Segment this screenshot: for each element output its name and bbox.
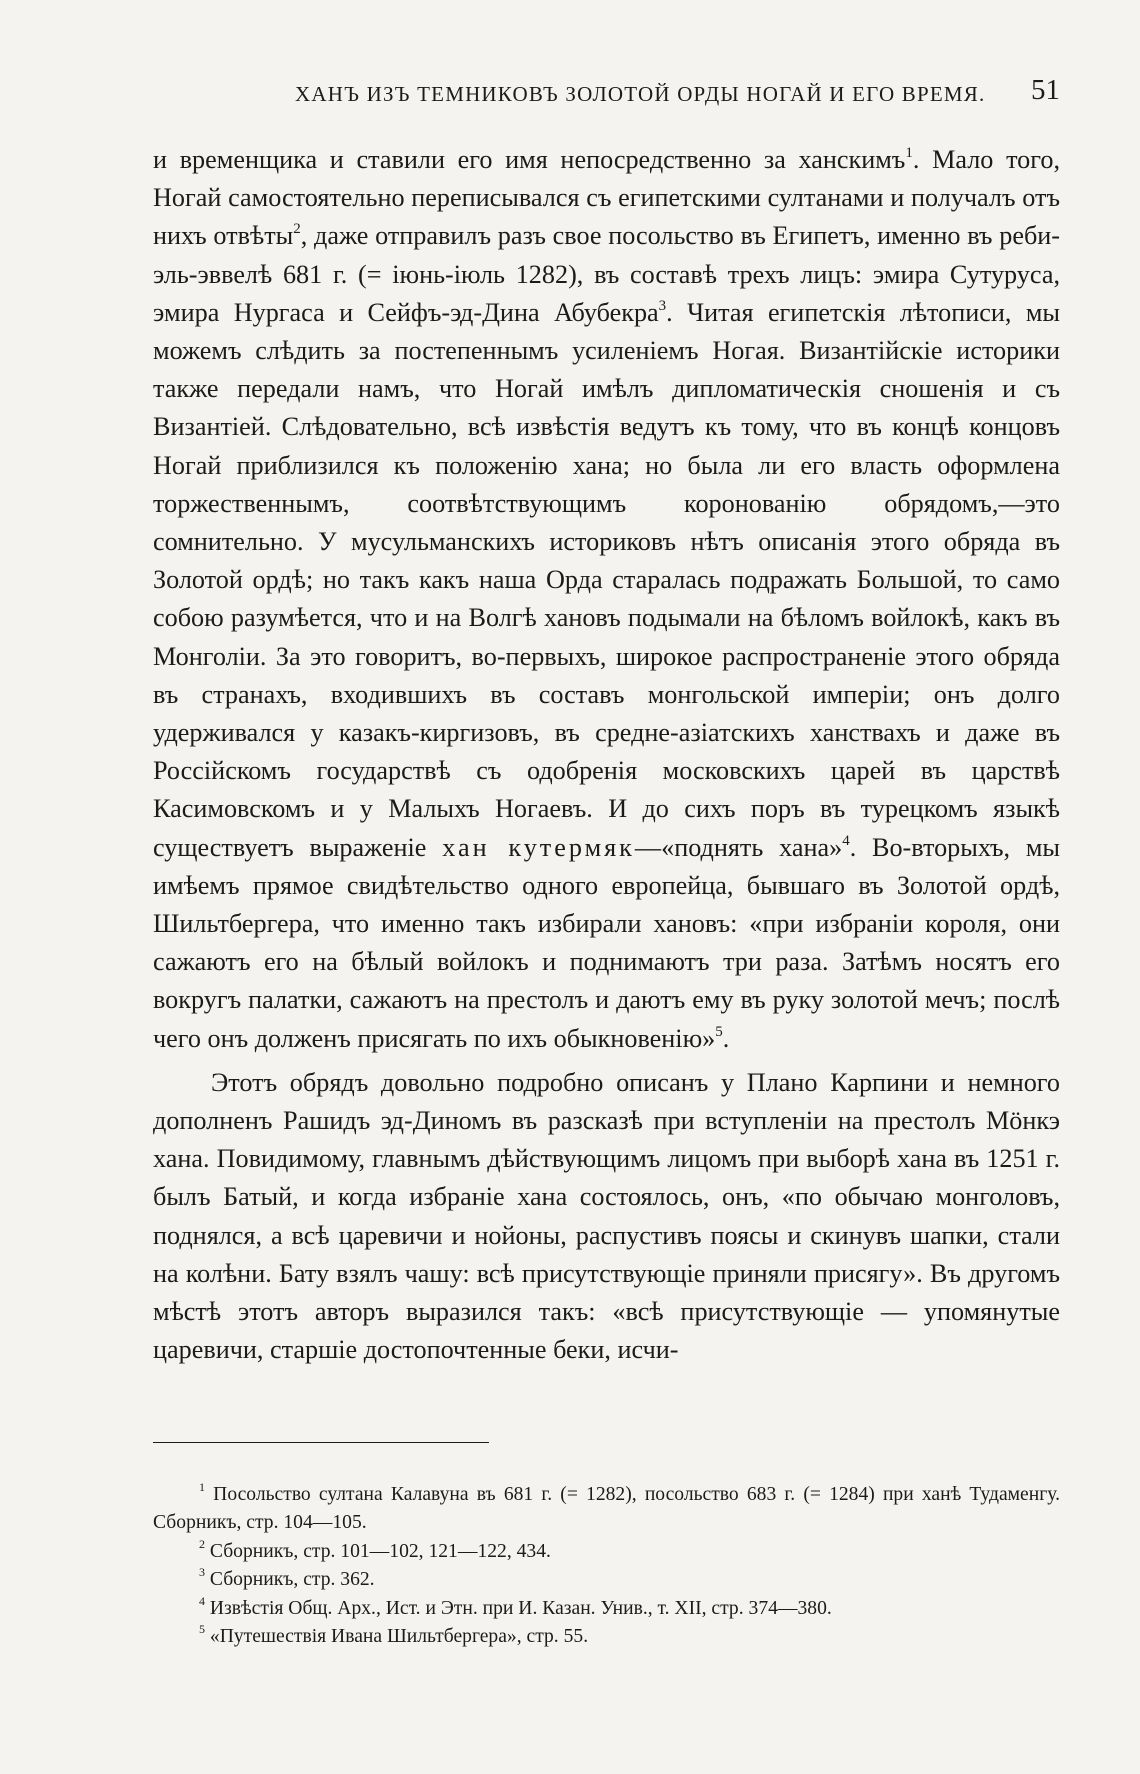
footnote-text: Посольство султана Калавуна въ 681 г. (= 1282), посольство 683 г. (= 1284) при ханѣ Тудаменгу. Сборникъ, стр. 104—105. [153,1484,1060,1534]
paragraph-1 [153,141,1060,1058]
footnote-mark: 1 [199,1480,205,1494]
running-title: ХАНЪ ИЗЪ ТЕМНИКОВЪ ЗОЛОТОЙ ОРДЫ НОГАЙ И ЕГО ВРЕМЯ. [295,82,986,106]
spaced-phrase: хан кутермяк [442,832,635,862]
page-header [155,74,1060,114]
text-run: , даже отправилъ разъ свое посольство въ Египетъ, именно въ реби-эль-эввелѣ 681 г. (= іюнь-іюль 1282), въ составѣ трехъ лицъ: эмира Сутуруса, эмира Нургаса и Сейфъ-эд-Дина Абубекра [153,221,1060,327]
footnote-text: Сборникъ, стр. 362. [209,1569,375,1591]
footnote-5 [153,1623,1060,1651]
paragraph-2: Этотъ обрядъ довольно подробно описанъ у Плано Карпини и немного дополненъ Рашидъ эд-Диномъ въ разсказѣ при вступленіи на престолъ Мӧнкэ хана. Повидимому, главнымъ дѣйствующимъ лицомъ при выборѣ хана въ 1251 г. былъ Батый, и когда избраніе хана состоялось, онъ, «по обычаю монголовъ, поднялся, а всѣ царевичи и нойоны, распустивъ поясы и скинувъ шапки, стали на колѣни. Бату взялъ чашу: всѣ присутствующіе приняли присягу». Въ другомъ мѣстѣ этотъ авторъ выразился такъ: «всѣ присутствующіе — упомянутые царевичи, старшіе достопочтенные беки, исчи- [153,1067,1060,1365]
text-run: и временщика и ставили его имя непосредственно за ханскимъ [153,145,906,174]
footnote-text: «Путешествія Ивана Шильтбергера», стр. 55. [209,1626,589,1648]
page-number: 51 [1031,74,1060,106]
text-run: . Во-вторыхъ, мы имѣемъ прямое свидѣтельство одного европейца, бывшаго въ Золотой ордѣ, Шильтбергера, что именно такъ избирали хановъ: «при избраніи короля, они сажаютъ его на бѣлый войлокъ и поднимаютъ три раза. Затѣмъ носятъ его вокругъ палатки, сажаютъ на престолъ и даютъ ему въ руку золотой мечъ; послѣ чего онъ долженъ присягать по ихъ обыкновенію» [153,832,1060,1053]
footnote-text: Извѣстія Общ. Арх., Ист. и Этн. при И. Казан. Унив., т. XII, стр. 374—380. [209,1597,832,1619]
footnotes [153,1481,1060,1651]
footnote-mark: 2 [199,1536,205,1551]
footnote-ref-3: 3 [658,297,667,314]
footnote-text: Сборникъ, стр. 101—102, 121—122, 434. [209,1540,551,1562]
footnote-3 [153,1566,1060,1594]
footnote-mark: 3 [199,1565,205,1580]
footnote-ref-1: 1 [905,144,913,161]
main-text [153,141,1060,1370]
text-run: . Мало того, Ногай самостоятельно переписывался съ египетскими султанами и получалъ отъ нихъ отвѣты [153,145,1060,251]
footnote-2 [153,1538,1060,1566]
footnote-mark: 4 [199,1593,205,1608]
footnote-rule [153,1442,489,1443]
text-run: . Читая египетскія лѣтописи, мы можемъ слѣдить за постепеннымъ усиленіемъ Ногая. Византійскіе историки также передали намъ, что Ногай имѣлъ дипломатическія сношенія и съ Византіей. Слѣдовательно, всѣ извѣстія ведутъ къ тому, что въ концѣ концовъ Ногай приблизился къ положенію хана; но была ли его власть оформлена торжественнымъ, соотвѣтствующимъ коронованію обрядомъ,—это сомнительно. У мусульманскихъ историковъ нѣтъ описанія этого обряда въ Золотой ордѣ; но такъ какъ наша Орда старалась подражать Большой, то само собою разумѣется, что и на Волгѣ хановъ подымали на бѣломъ войлокѣ, какъ въ Монголіи. За это говоритъ, во-первыхъ, широкое распространеніе этого обряда въ странахъ, входившихъ въ составъ монгольской имперіи; онъ долго удерживался у казакъ-киргизовъ, въ средне-азіатскихъ ханствахъ и даже въ Россійскомъ государствѣ съ одобренія московскихъ царей въ царствѣ Касимовскомъ и у Малыхъ Ногаевъ. И до сихъ поръ въ турецкомъ языкѣ существуетъ выраженіе [153,297,1060,862]
footnote-ref-2: 2 [293,221,301,238]
footnote-mark: 5 [199,1622,205,1637]
footnote-1 [153,1481,1060,1538]
text-run: —«поднять хана» [634,832,843,862]
footnote-4 [153,1595,1060,1623]
text-run: . [722,1023,730,1053]
footnote-ref-4: 4 [842,832,850,849]
footnote-ref-5: 5 [715,1023,723,1040]
